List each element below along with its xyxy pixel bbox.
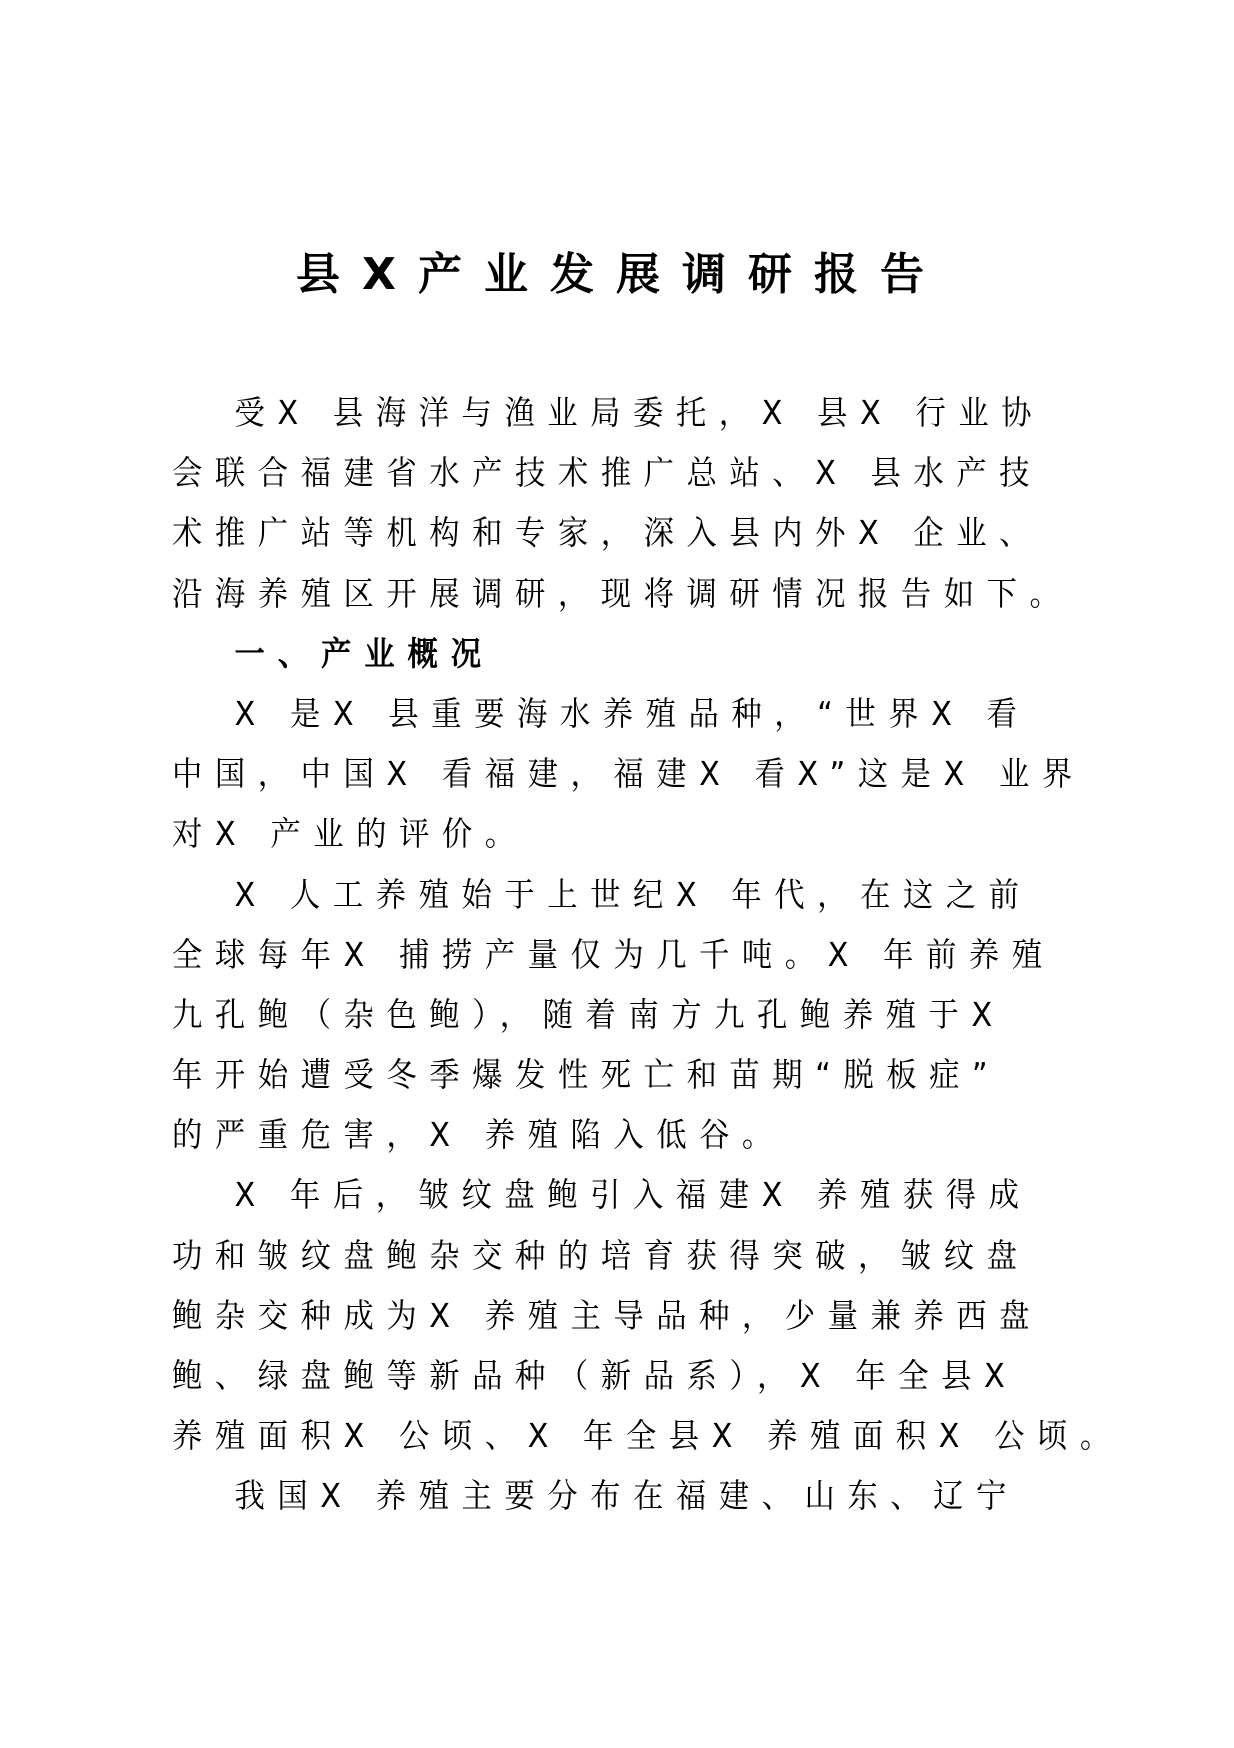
text-line: 年开始遭受冬季爆发性死亡和苗期“脱板症” [172,1055,1001,1095]
section-heading-text: 一、产业概况 [234,633,494,673]
text-line: 鲍杂交种成为X 养殖主导品种，少量兼养西盘 [172,1295,1043,1335]
paragraph-intro [172,383,1072,624]
text-line: 会联合福建省水产技术推广总站、X 县水产技 [172,453,1043,493]
document-body [172,383,1123,1527]
text-line: 沿海养殖区开展调研，现将调研情况报告如下。 [172,573,1073,613]
document-title: 县X产业发展调研报告 [296,249,946,300]
text-line: X 人工养殖始于上世纪X 年代，在这之前 [234,874,1032,914]
text-line: 中国，中国X 看福建，福建X 看X”这是X 业界 [172,754,1085,794]
paragraph-overview [172,684,1085,865]
text-line: X 是X 县重要海水养殖品种，“世界X 看 [234,693,1030,733]
paragraph-history [172,865,1072,1166]
text-line: 对X 产业的评价。 [172,814,528,854]
text-line: 我国X 养殖主要分布在福建、山东、辽宁 [234,1476,1019,1516]
text-line: 受X 县海洋与渔业局委托，X 县X 行业协 [234,393,1045,432]
text-line: 的严重危害，X 养殖陷入低谷。 [172,1115,785,1155]
text-line: 养殖面积X 公顷、X 年全县X 养殖面积X 公顷。 [172,1416,1123,1456]
paragraph-breakthrough [172,1165,1123,1466]
section-heading [172,624,1072,684]
text-line: 术推广站等机构和专家，深入县内外X 企业、 [172,513,1043,553]
paragraph-distribution [172,1466,1072,1526]
text-line: 功和皱纹盘鲍杂交种的培育获得突破，皱纹盘 [172,1235,1030,1275]
text-line: 全球每年X 捕捞产量仅为几千吨。X 年前养殖 [172,934,1055,974]
text-line: 九孔鲍（杂色鲍），随着南方九孔鲍养殖于X [172,994,1005,1034]
text-line: 鲍、绿盘鲍等新品种（新品系），X 年全县X [172,1356,1018,1395]
text-line: X 年后，皱纹盘鲍引入福建X 养殖获得成 [234,1175,1032,1215]
